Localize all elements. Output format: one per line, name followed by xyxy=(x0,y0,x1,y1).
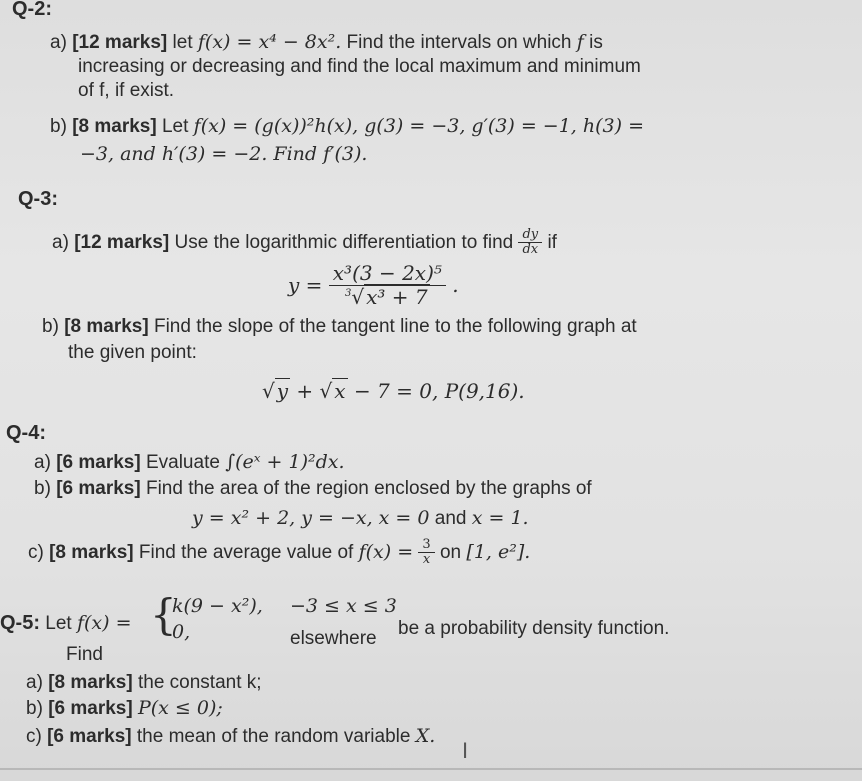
q4c-line xyxy=(28,538,530,568)
q3b-sqrt-x: x xyxy=(334,379,346,403)
q4b-label: b) xyxy=(34,478,51,499)
q3a-root-index: 3 xyxy=(345,288,352,299)
left-brace-icon: { xyxy=(150,590,177,639)
q4a-text: Evaluate xyxy=(145,452,220,473)
q5-find: Find xyxy=(66,644,103,665)
q5-tail: be a probability density function. xyxy=(398,618,670,639)
q4-heading: Q-4: xyxy=(6,422,46,444)
q2b-label: b) xyxy=(50,116,67,137)
q3a-dydx xyxy=(518,228,542,258)
q4b-curves: y = x² + 2, y = −x, x = 0 xyxy=(192,507,430,529)
q2-heading: Q-2: xyxy=(12,0,52,20)
q4c-num: 3 xyxy=(418,538,434,553)
q2a-function: f(x) = x⁴ − 8x². xyxy=(197,31,342,53)
q2a-label: a) xyxy=(50,32,67,53)
q5-case1-expr: k(9 − x²), xyxy=(172,595,263,617)
q5-case1-cond: −3 ≤ x ≤ 3 xyxy=(290,595,397,617)
q2a-let: let xyxy=(172,32,193,53)
q4c-on: on xyxy=(439,541,462,563)
q3b-label: b) xyxy=(42,316,59,337)
q3a-equation xyxy=(288,262,459,309)
q4c-marks: [8 marks] xyxy=(49,541,134,563)
q4b-x1: x = 1. xyxy=(471,507,529,529)
q2b-function: f(x) = (g(x))²h(x), g(3) = −3, g′(3) = −1, h(3) = xyxy=(193,115,644,137)
q4b-and: and xyxy=(434,508,467,529)
q3a-dy: dy xyxy=(518,228,542,243)
q4a-label: a) xyxy=(34,452,51,473)
q5c-text: the mean of the random variable xyxy=(136,726,411,747)
q5-intro xyxy=(0,612,132,635)
q3b-marks: [8 marks] xyxy=(64,316,149,337)
q5c-label: c) xyxy=(26,726,42,747)
q4b-marks: [6 marks] xyxy=(56,478,141,499)
q2a-find-text: Find the intervals on which xyxy=(346,32,572,53)
page-divider xyxy=(0,768,862,770)
q3a-dx: dx xyxy=(522,242,539,258)
q4a-line xyxy=(34,452,345,474)
q5c-marks: [6 marks] xyxy=(47,726,132,747)
text-cursor-icon: I xyxy=(462,738,469,763)
q3b-sqrt-y: y xyxy=(276,379,289,403)
q2b-line1 xyxy=(50,116,644,138)
q4b-text: Find the area of the region enclosed by the graphs of xyxy=(145,478,592,499)
q3a-line1 xyxy=(52,228,557,258)
q3a-denominator xyxy=(329,286,446,309)
q2a-marks: [12 marks] xyxy=(72,32,168,53)
q3a-period: . xyxy=(452,273,459,297)
q4c-den: x xyxy=(422,552,431,568)
q5a-text: the constant k; xyxy=(137,672,262,693)
q3a-marks: [12 marks] xyxy=(74,231,170,253)
q3b-equation xyxy=(262,380,525,403)
q4a-integral: ∫(eˣ + 1)²dx. xyxy=(225,451,345,473)
q5-heading: Q-5: xyxy=(0,612,40,634)
q2b-line2: −3, and h′(3) = −2. Find f′(3). xyxy=(80,143,368,165)
q3b-plus: + xyxy=(296,379,314,403)
q4c-label: c) xyxy=(28,541,44,563)
q5-fx: f(x) = xyxy=(76,612,132,634)
q2b-let: Let xyxy=(161,116,189,137)
q5b-label: b) xyxy=(26,698,43,719)
q5a-marks: [8 marks] xyxy=(48,672,133,693)
q3a-text: Use the logarithmic differentiation to find xyxy=(174,231,514,253)
q3a-numerator: x³(3 − 2x)⁵ xyxy=(329,262,446,286)
q3a-fraction xyxy=(329,262,446,309)
q4c-text: Find the average value of xyxy=(138,541,354,563)
q5a-label: a) xyxy=(26,672,43,693)
q4c-interval: [1, e²]. xyxy=(466,540,531,563)
q3a-radicand: x³ + 7 xyxy=(366,285,428,309)
q3b-eq-rest: − 7 = 0, P(9,16). xyxy=(353,379,525,403)
q5a-line xyxy=(26,672,262,694)
q5c-var: X. xyxy=(415,725,436,747)
q2b-marks: [8 marks] xyxy=(72,116,157,137)
q2a-line3: of f, if exist. xyxy=(78,80,175,101)
q3b-line1 xyxy=(42,316,637,338)
q5c-line xyxy=(26,726,435,748)
q4c-fraction xyxy=(418,538,434,568)
q2a-is: is xyxy=(589,32,603,53)
q4b-line1 xyxy=(34,478,592,500)
q2a-line1 xyxy=(50,32,603,54)
q3b-text: Find the slope of the tangent line to the following graph at xyxy=(153,316,637,337)
q5b-prob: P(x ≤ 0); xyxy=(137,697,223,719)
q5b-line xyxy=(26,698,223,720)
q4b-line2 xyxy=(192,508,529,530)
q2a-line2: increasing or decreasing and find the local maximum and minimum xyxy=(78,56,641,77)
q3-heading: Q-3: xyxy=(18,188,58,210)
q5-let: Let xyxy=(45,613,72,634)
sqrt-sign-icon: √ xyxy=(262,379,275,403)
q3a-label: a) xyxy=(52,231,69,253)
q5-case2-cond: elsewhere xyxy=(290,628,377,649)
q4c-fx: f(x) = xyxy=(358,540,414,563)
q2a-f: f xyxy=(576,31,584,53)
q3a-y-eq: y = xyxy=(288,273,323,297)
q3b-line2: the given point: xyxy=(68,342,197,363)
q4a-marks: [6 marks] xyxy=(56,452,141,473)
q5-case2-expr: 0, xyxy=(172,621,191,643)
q5b-marks: [6 marks] xyxy=(48,698,133,719)
q3a-if: if xyxy=(547,231,557,253)
radical-sign-icon: √ xyxy=(351,285,365,309)
sqrt-sign-icon: √ xyxy=(319,379,333,403)
